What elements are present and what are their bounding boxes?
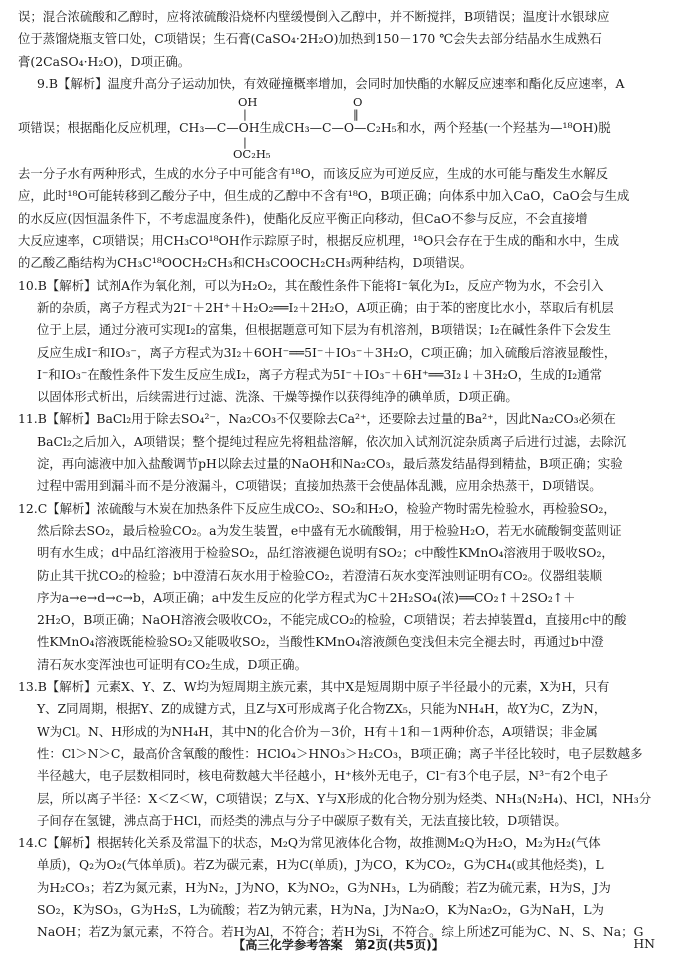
text-line: 半径越大，电子层数相同时，核电荷数越大半径越小，H⁺核外无电子，Cl⁻有3个电子层，N³⁻有2个电子	[37, 768, 609, 784]
text-line: SO₂，K为SO₃，G为H₂S，L为硫酸；若Z为钠元素，H为Na，J为Na₂O，K为Na₂O₂，G为NaH，L为	[37, 901, 604, 917]
question-9-formula-line: 项错误；根据酯化反应机理，CH₃—C—OH生成CH₃—C—O—C₂H₅和水，两个羟基(一个羟基为—¹⁸OH)脱	[18, 120, 611, 136]
text-line: 防止其干扰CO₂的检验；b中澄清石灰水用于检验CO₂，若澄清石灰水变浑浊则证明有CO₂。仪器组装顺	[37, 567, 602, 583]
text-line: 反应生成I⁻和IO₃⁻，离子方程式为3I₂＋6OH⁻══5I⁻＋IO₃⁻＋3H₂O，C项正确；加入硫酸后溶液显酸性，	[37, 344, 617, 360]
text-line: 的水反应(因恒温条件下，不考虑温度条件)，使酯化反应平衡正向移动，但CaO不参与反应，不会直接增	[18, 210, 588, 226]
text-line: 位于蒸馏烧瓶支管口处，C项错误；生石膏(CaSO₄·2H₂O)加热到150－170 ℃会失去部分结晶水生成熟石	[18, 31, 602, 47]
text-line: 应，此时¹⁸O可能转移到乙酸分子中，但生成的乙醇中不含有¹⁸O，B项正确；向体系中加入CaO，CaO会与生成	[18, 188, 630, 204]
structure-oc2h5-label: OC₂H₅	[233, 147, 271, 162]
question-14-line: 14.C【解析】根据转化关系及常温下的状态，M₂Q为常见液体化合物，故推测M₂Q为H₂O，M₂为H₂(气体	[18, 835, 601, 851]
text-line: 位于上层，通过分液可实现I₂的富集，但根据题意可知下层为有机溶剂，B项错误；I₂在碱性条件下会发生	[37, 322, 612, 338]
footer-code: HN	[633, 936, 655, 951]
page-footer	[0, 936, 677, 956]
text-line: 新的杂质，离子方程式为2I⁻＋2H⁺＋H₂O₂══I₂＋2H₂O，A项正确；由于苯的密度比水小，萃取后有机层	[37, 299, 614, 315]
text-line: 以固体形式析出，后续需进行过滤、洗涤、干燥等操作以获得纯净的碘单质，D项正确。	[37, 389, 518, 405]
structure-formula	[18, 95, 660, 163]
text-line: 明有水生成；d中品红溶液用于检验SO₂，品红溶液褪色说明有SO₂；c中酸性KMnO₄溶液用于吸收SO₂，	[37, 545, 614, 561]
structure-oh-label: OH	[238, 95, 258, 110]
text-line: 序为a→e→d→c→b，A项正确；a中发生反应的化学方程式为C＋2H₂SO₄(浓)══CO₂↑＋2SO₂↑＋	[37, 589, 576, 605]
text-line: 性KMnO₄溶液既能检验SO₂又能吸收SO₂，当酸性KMnO₄溶液颜色变浅但未完全褪去时，再通过b中澄	[37, 634, 604, 650]
text-line: 误；混合浓硫酸和乙醇时，应将浓硫酸沿烧杯内壁缓慢倒入乙醇中，并不断搅拌，B项错误；温度计水银球应	[18, 9, 610, 24]
text-line: 淀，再向滤液中加入盐酸调节pH以除去过量的NaOH和Na₂CO₃，最后蒸发结晶得到精盐，B项正确；实验	[37, 456, 623, 472]
text-line: 去一分子水有两种形式，生成的水分子中可能含有¹⁸O，而该反应为可逆反应，生成的水可能与酯发生水解反	[18, 166, 609, 182]
question-12-line: 12.C【解析】浓硫酸与木炭在加热条件下反应生成CO₂、SO₂和H₂O，检验产物时需先检验水，再检验SO₂，	[18, 500, 616, 516]
question-9-line: 9.B【解析】温度升高分子运动加快，有效碰撞概率增加，会同时加快酯的水解反应速率和酯化反应速率，A	[37, 75, 625, 91]
text-line: 大反应速率，C项错误；用CH₃CO¹⁸OH作示踪原子时，根据反应机理，¹⁸O只会存在于生成的酯和水中，生成	[18, 233, 619, 249]
text-line: 2H₂O，B项正确；NaOH溶液会吸收CO₂，不能完成CO₂的检验，C项错误；若去掉装置d，直接用c中的酸	[37, 612, 627, 628]
text-line: W为Cl。N、H形成的为NH₄H，其中N的化合价为－3价，H有＋1和－1两种价态，A项错误；非金属	[37, 723, 598, 739]
text-line: BaCl₂之后加入，A项错误；整个提纯过程应先将粗盐溶解，依次加入试剂沉淀杂质离子后进行过滤，去除沉	[37, 433, 627, 449]
structure-o-label: O	[353, 95, 363, 110]
question-13-line: 13.B【解析】元素X、Y、Z、W均为短周期主族元素，其中X是短周期中原子半径最小的元素，X为H，只有	[18, 679, 610, 695]
text-line: 为H₂CO₃；若Z为氮元素，H为N₂，J为NO，K为NO₂，G为NH₃，L为硝酸；若Z为硫元素，H为S，J为	[37, 879, 611, 895]
text-line: Y、Z同周期，根据Y、Z的成键方式，且Z与X可形成离子化合物ZX₅，只能为NH₄H，故Y为C，Z为N，	[37, 701, 607, 717]
structure-bond: |	[243, 107, 247, 122]
structure-double-bond: ‖	[353, 107, 359, 122]
text-line: 过程中需用到漏斗而不是分液漏斗，C项错误；直接加热蒸干会使晶体乱溅，应用余热蒸干，D项错误。	[37, 478, 602, 494]
text-line: 单质)，Q₂为O₂(气体单质)。若Z为碳元素，H为C(单质)，J为CO，K为CO₂，G为CH₄(或其他烃类)，L	[37, 857, 604, 873]
text-line: 子间存在氢键，沸点高于HCl，而烃类的沸点与分子中碳原子数有关，无法直接比较，D项错误。	[37, 812, 567, 828]
text-line: 然后除去SO₂，最后检验CO₂。a为发生装置，e中盛有无水硫酸铜，用于检验H₂O，若无水硫酸铜变蓝则证	[37, 522, 622, 538]
question-11-line: 11.B【解析】BaCl₂用于除去SO₄²⁻，Na₂CO₃不仅要除去Ca²⁺，还要除去过量的Ba²⁺，因此Na₂CO₃必须在	[18, 411, 616, 427]
answer-content	[18, 6, 660, 944]
structure-bond: |	[243, 135, 247, 150]
text-line: 层，所以离子半径：X＜Z＜W，C项错误；Z与X、Y与X形成的化合物分别为烃类、NH₃(N₂H₄)、HCl，NH₃分	[37, 790, 652, 806]
text-line: 性：Cl＞N＞C，最高价含氧酸的酸性：HClO₄＞HNO₃＞H₂CO₃，B项正确；离子半径比较时，电子层数越多	[37, 745, 643, 761]
footer-title: 【高三化学参考答案 第2页(共5页)】	[233, 938, 444, 952]
question-10-line: 10.B【解析】试剂A作为氧化剂，可以为H₂O₂，其在酸性条件下能将I⁻氧化为I₂，反应产物为水，不会引入	[18, 277, 604, 293]
text-line: I⁻和IO₃⁻在酸性条件下发生反应生成I₂，离子方程式为5I⁻＋IO₃⁻＋6H⁺══3I₂↓＋3H₂O，生成的I₂通常	[37, 366, 603, 382]
text-line: 的乙酸乙酯结构为CH₃C¹⁸OOCH₂CH₃和CH₃COOCH₂CH₃两种结构，D项错误。	[18, 255, 473, 271]
text-line: 清石灰水变浑浊也可证明有CO₂生成，D项正确。	[37, 656, 307, 672]
text-line: NaOH；若Z为氯元素，不符合。若H为Al，不符合；若H为Si，不符合。综上所述Z可能为C、N、S、Na；G	[37, 924, 644, 940]
text-line: 膏(2CaSO₄·H₂O)，D项正确。	[18, 53, 191, 69]
